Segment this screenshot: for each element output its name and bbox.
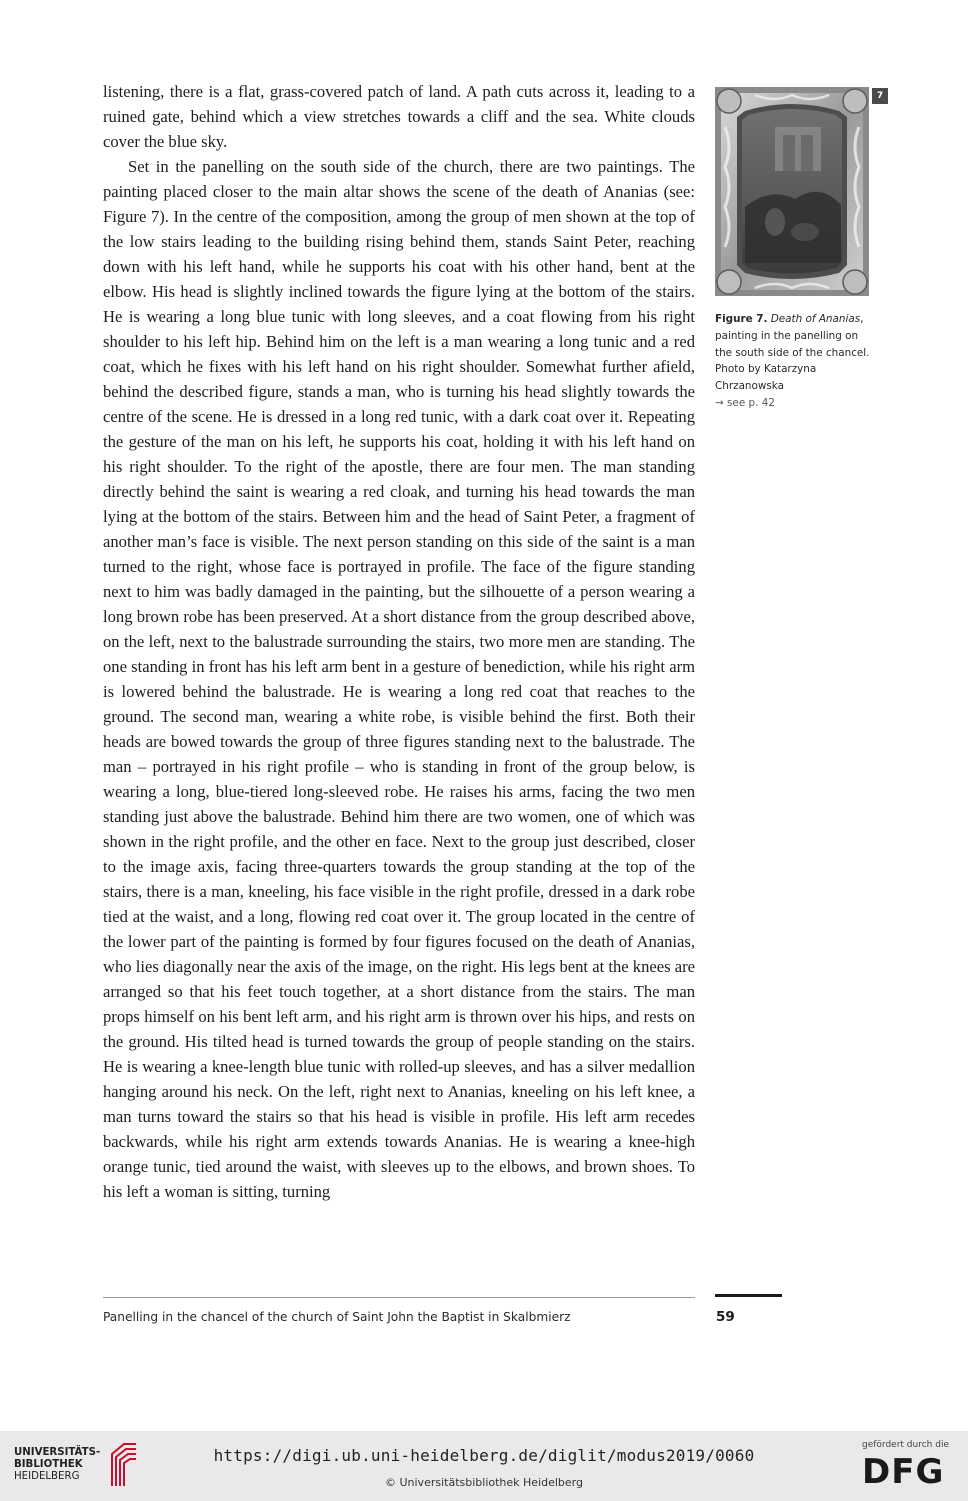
caption-text: , painting in the panelling on the south side of the chancel. Photo by Katarzyna Chrzanowska [715, 313, 870, 393]
page-number: 59 [716, 1309, 735, 1325]
body-text [103, 79, 695, 1204]
page-number-divider [715, 1294, 782, 1297]
dfg-logo[interactable]: DFG [862, 1452, 945, 1492]
caption-label: Figure 7. [715, 313, 768, 325]
paragraph: listening, there is a flat, grass-covered patch of land. A path cuts across it, leading to a ruined gate, behind which a view stretches towards a cliff and the sea. White clouds cover the blue sky. [103, 82, 695, 151]
copyright-notice: © Universitätsbibliothek Heidelberg [384, 1476, 583, 1489]
caption-crossref-link[interactable]: → see p. 42 [715, 396, 775, 409]
painting-photo [715, 87, 869, 296]
logo-line: UNIVERSITÄTS- [14, 1447, 101, 1458]
funding-label: gefördert durch die [862, 1440, 949, 1450]
permalink-url[interactable]: https://digi.ub.uni-heidelberg.de/diglit/modus2019/0060 [213, 1446, 755, 1465]
figure-7-image [715, 87, 869, 296]
logo-line: HEIDELBERG [14, 1471, 80, 1482]
footer-divider [103, 1297, 695, 1298]
figure-number-badge: 7 [872, 88, 888, 104]
logo-line: BIBLIOTHEK [14, 1459, 83, 1470]
paragraph: Set in the panelling on the south side of the church, there are two paintings. The painting placed closer to the main altar shows the scene of the death of Ananias (see: Figure 7). In the centre of the composition, among the group of men shown at the top of the low stairs leading to the building rising behind them, stands Saint Peter, reaching down with his left hand, while he supports his coat with his other hand, bent at the elbow. His head is slightly inclined towards the figure lying at the bottom of the stairs. He is wearing a long blue tunic with long sleeves, and a coat flowing from his right shoulder to his left hip. Behind him on the left is a man wearing a long tunic and a red coat, which he fixes with his left hand on his right shoulder. Somewhat further afield, behind the described figure, stands a man, who is turning his head slightly towards the centre of the scene. He is dressed in a long red tunic, with a dark coat over it. Repeating the gesture of the man on his left, he supports his coat, holding it with his left hand on his right shoulder. To the right of the apostle, there are four men. The man standing directly behind the saint is wearing a red cloak, and turning his head towards the man lying at the bottom of the stairs. Between him and the head of Saint Peter, a fragment of another man’s face is visible. The next person standing on this side of the saint is a man turned to the right, whose face is portrayed in profile. The face of the figure standing next to him was badly damaged in the painting, but the silhouette of a person wearing a long brown robe has been preserved. At a short distance from the group described above, on the left, next to the balustrade surrounding the stairs, two more men are standing. The one standing in front has his left arm bent in a gesture of benediction, while his right arm is lowered behind the balustrade. He is wearing a long red coat that reaches to the ground. The second man, wearing a white robe, is visible behind the first. Both their heads are bowed towards the group of three figures standing next to the balustrade. The man – portrayed in his right profile – who is standing in front of the group below, is wearing a long, blue-tiered long-sleeved robe. He raises his arms, facing the two men standing just above the balustrade. Behind him there are two women, one of which was shown in the right profile, and the other en face. Next to the group just described, closer to the image axis, facing three-quarters towards the group standing at the top of the stairs, there is a man, kneeling, his face visible in the right profile, dressed in a dark robe tied at the waist, and a long, flowing red coat over it. The group located in the centre of the lower part of the painting is formed by four figures focused on the death of Ananias, who lies diagonally near the axis of the image, on the right. His legs bent at the knees are arranged so that his feet touch together, at a short distance from the stairs. The man props himself on his bent left arm, and his right arm is thrown over his hips, and rests on the ground. His tilted head is turned towards the group of people standing on the stairs. He is wearing a knee-length blue tunic with rolled-up sleeves, and has a silver medallion hanging around his neck. On the left, right next to Ananias, kneeling on his left knee, a man turns toward the stairs so that his head is visible in profile. His left arm recedes backwards, while his right arm extends towards Ananias. He is wearing a knee-high orange tunic, tied around the waist, with sleeves up to the elbows, and brown shoes. To his left a woman is sitting, turning [103, 157, 695, 1201]
running-footer-title: Panelling in the chancel of the church of Saint John the Baptist in Skalbmierz [103, 1310, 571, 1324]
caption-title: Death of Ananias [770, 313, 861, 325]
figure-caption [715, 311, 875, 412]
library-bar [0, 1431, 968, 1501]
